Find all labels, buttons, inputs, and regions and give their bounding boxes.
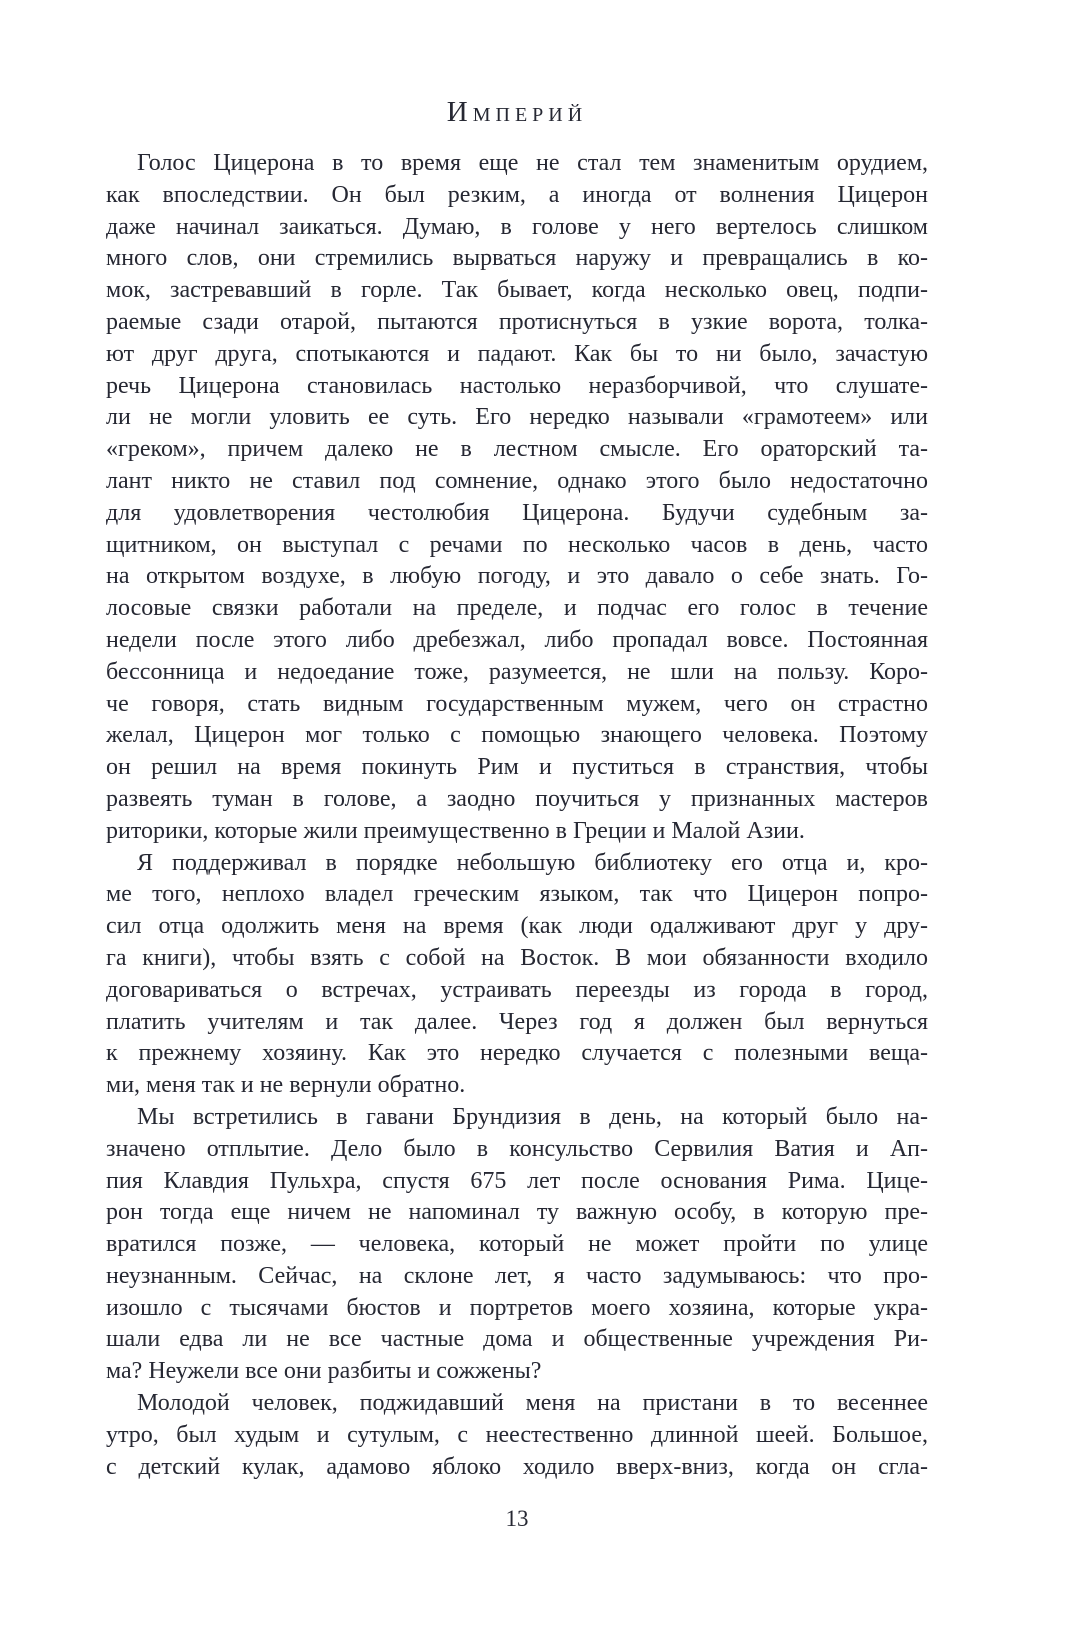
text-line: лосовые связки работали на пределе, и подчас его голос в течение xyxy=(106,595,928,622)
text-line: вратился позже, — человека, который не может пройти по улице xyxy=(106,1231,928,1258)
text-line: ми, меня так и не вернули обратно. xyxy=(106,1072,466,1099)
text-line: раемые сзади отарой, пытаются протиснуться в узкие ворота, толка- xyxy=(106,308,928,335)
text-line: мок, застревавший в горле. Так бывает, когда несколько овец, подпи- xyxy=(106,277,928,304)
text-line: риторики, которые жили преимущественно в Греции и Малой Азии. xyxy=(106,817,805,844)
text-line: как впоследствии. Он был резким, а иногда от волнения Цицерон xyxy=(106,181,928,208)
text-line: развеять туман в голове, а заодно поучиться у признанных мастеров xyxy=(106,785,928,812)
text-line: недели после этого либо дребезжал, либо пропадал вовсе. Постоянная xyxy=(106,626,928,653)
text-line: на открытом воздухе, в любую погоду, и это давало о себе знать. Го- xyxy=(106,563,928,590)
text-line: для удовлетворения честолюбия Цицерона. Будучи судебным за- xyxy=(106,499,928,526)
text-line: к прежнему хозяину. Как это нередко случается с полезными веща- xyxy=(106,1040,928,1067)
running-title: Империй xyxy=(446,96,588,128)
text-line: договариваться о встречах, устраивать переезды из города в город, xyxy=(106,976,928,1003)
text-line: рон тогда еще ничем не напоминал ту важную особу, в которую пре- xyxy=(106,1199,928,1226)
text-line: много слов, они стремились вырваться наружу и превращались в ко- xyxy=(106,245,928,272)
text-line: че говоря, стать видным государственным мужем, чего он страстно xyxy=(106,690,928,717)
page-number: 13 xyxy=(505,1506,529,1531)
text-line: с детский кулак, адамово яблоко ходило вверх-вниз, когда он сгла- xyxy=(106,1453,928,1480)
text-line: значено отплытие. Дело было в консульство Сервилия Ватия и Ап- xyxy=(106,1135,928,1162)
text-line: утро, был худым и сутулым, с неестественно длинной шеей. Большое, xyxy=(106,1421,928,1448)
text-line: бессонница и недоедание тоже, разумеется, не шли на пользу. Коро- xyxy=(106,658,928,685)
text-line: сил отца одолжить меня на время (как люди одалживают друг у дру- xyxy=(106,913,928,940)
text-line: Голос Цицерона в то время еще не стал тем знаменитым орудием, xyxy=(137,150,928,176)
text-line: лант никто не ставил под сомнение, однако этого было недостаточно xyxy=(106,467,928,494)
text-line: шали едва ли не все частные дома и общественные учреждения Ри- xyxy=(106,1326,928,1353)
text-line: даже начинал заикаться. Думаю, в голове у него вертелось слишком xyxy=(106,213,928,240)
text-line: щитником, он выступал с речами по несколько часов в день, часто xyxy=(106,531,928,558)
text-line: платить учителям и так далее. Через год я должен был вернуться xyxy=(106,1008,928,1035)
text-line: желал, Цицерон мог только с помощью знающего человека. Поэтому xyxy=(106,722,928,749)
text-line: ме того, неплохо владел греческим языком, так что Цицерон попро- xyxy=(106,881,928,908)
body-text xyxy=(106,148,928,1483)
text-line: ли не могли уловить ее суть. Его нередко называли «грамотеем» или xyxy=(106,404,928,431)
text-line: речь Цицерона становилась настолько неразборчивой, что слушате- xyxy=(106,372,928,399)
text-line: пия Клавдия Пульхра, спустя 675 лет после основания Рима. Цице- xyxy=(106,1167,928,1194)
text-line: га книги), чтобы взять с собой на Восток. В мои обязанности входило xyxy=(106,944,928,971)
text-line: «греком», причем далеко не в лестном смысле. Его ораторский та- xyxy=(106,436,928,463)
text-line: Молодой человек, поджидавший меня на пристани в то весеннее xyxy=(137,1390,928,1417)
text-line: он решил на время покинуть Рим и пуститься в странствия, чтобы xyxy=(106,754,928,781)
text-line: Я поддерживал в порядке небольшую библиотеку его отца и, кро- xyxy=(137,849,928,876)
text-line: изошло с тысячами бюстов и портретов моего хозяина, которые укра- xyxy=(106,1294,928,1321)
text-line: ма? Неужели все они разбиты и сожжены? xyxy=(106,1358,542,1385)
text-line: Мы встретились в гавани Брундизия в день, на который было на- xyxy=(137,1103,928,1130)
text-line: ют друг друга, спотыкаются и падают. Как бы то ни было, зачастую xyxy=(106,340,928,367)
text-line: неузнанным. Сейчас, на склоне лет, я часто задумываюсь: что про- xyxy=(106,1262,928,1289)
